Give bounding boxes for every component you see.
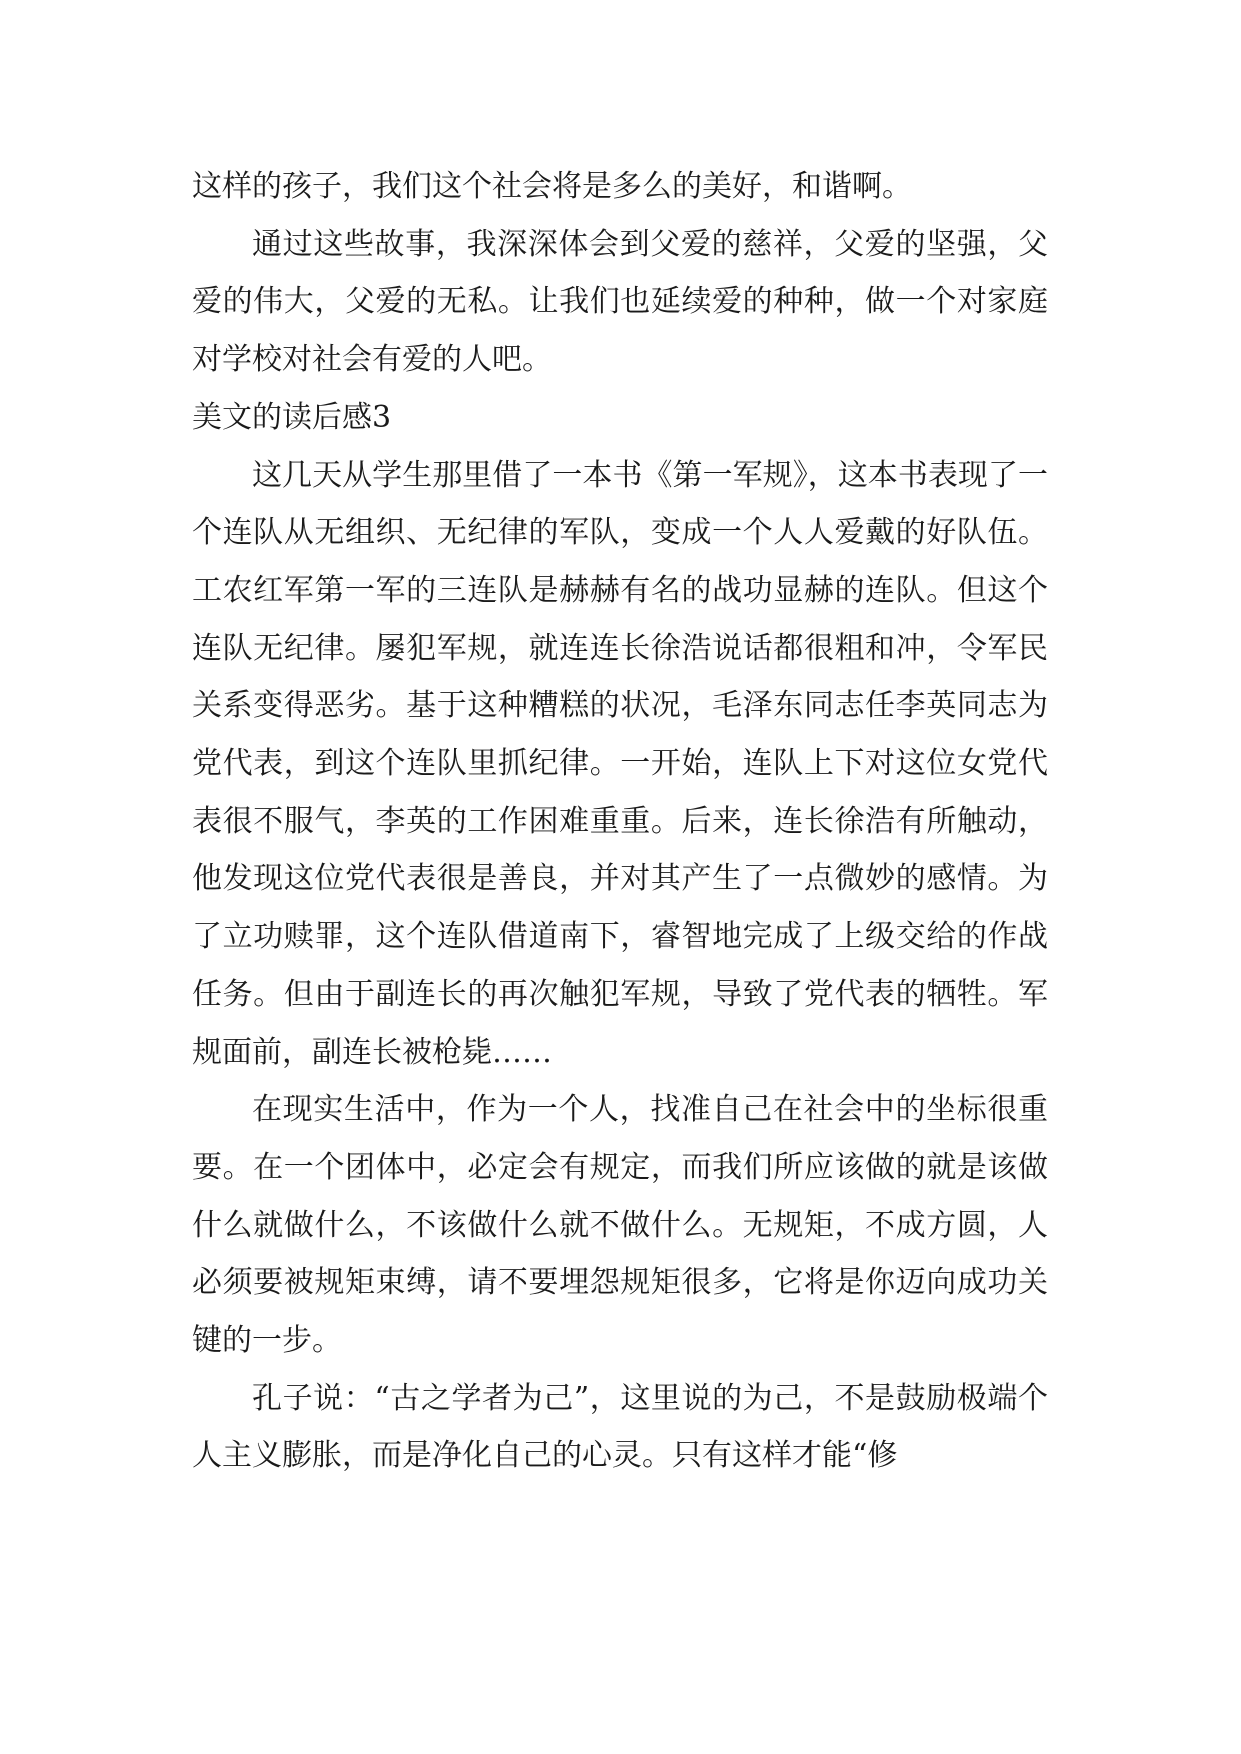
paragraph-5: 孔子说：“古之学者为己”，这里说的为己，不是鼓励极端个人主义膨胀，而是净化自己的心灵。只有这样才能“修 xyxy=(192,1380,1048,1474)
document-body xyxy=(192,158,1048,1485)
paragraph-3: 这几天从学生那里借了一本书《第一军规》，这本书表现了一个连队从无组织、无纪律的军队，变成一个人人爱戴的好队伍。 工农红军第一军的三连队是赫赫有名的战功显赫的连队。但这个连队无纪律。屡犯军规，就连连长徐浩说话都很粗和冲，令军民关系变得恶劣。基于这种糟糕的状况，毛泽东同志任李英同志为党代表，到这个连队里抓纪律。一开始，连队上下对这位女党代表很不服气，李英的工作困难重重。后来，连长徐浩有所触动，他发现这位党代表很是善良，并对其产生了一点微妙的感情。为了立功赎罪，这个连队借道南下，睿智地完成了上级交给的作战任务。但由于副连长的再次触犯军规，导致了党代表的牺牲。军规面前，副连长被枪毙…… xyxy=(192,457,1048,1070)
paragraph-2: 通过这些故事，我深深体会到父爱的慈祥，父爱的坚强，父爱的伟大，父爱的无私。让我们也延续爱的种种，做一个对家庭对学校对社会有爱的人吧。 xyxy=(192,226,1048,378)
paragraph-1: 这样的孩子，我们这个社会将是多么的美好，和谐啊。 xyxy=(192,169,912,204)
paragraph-4: 在现实生活中，作为一个人，找准自己在社会中的坐标很重要。在一个团体中，必定会有规定，而我们所应该做的就是该做什么就做什么，不该做什么就不做什么。无规矩，不成方圆，人必须要被规矩束缚，请不要埋怨规矩很多，它将是你迈向成功关键的一步。 xyxy=(192,1092,1048,1359)
section-heading: 美文的读后感3 xyxy=(192,399,392,435)
